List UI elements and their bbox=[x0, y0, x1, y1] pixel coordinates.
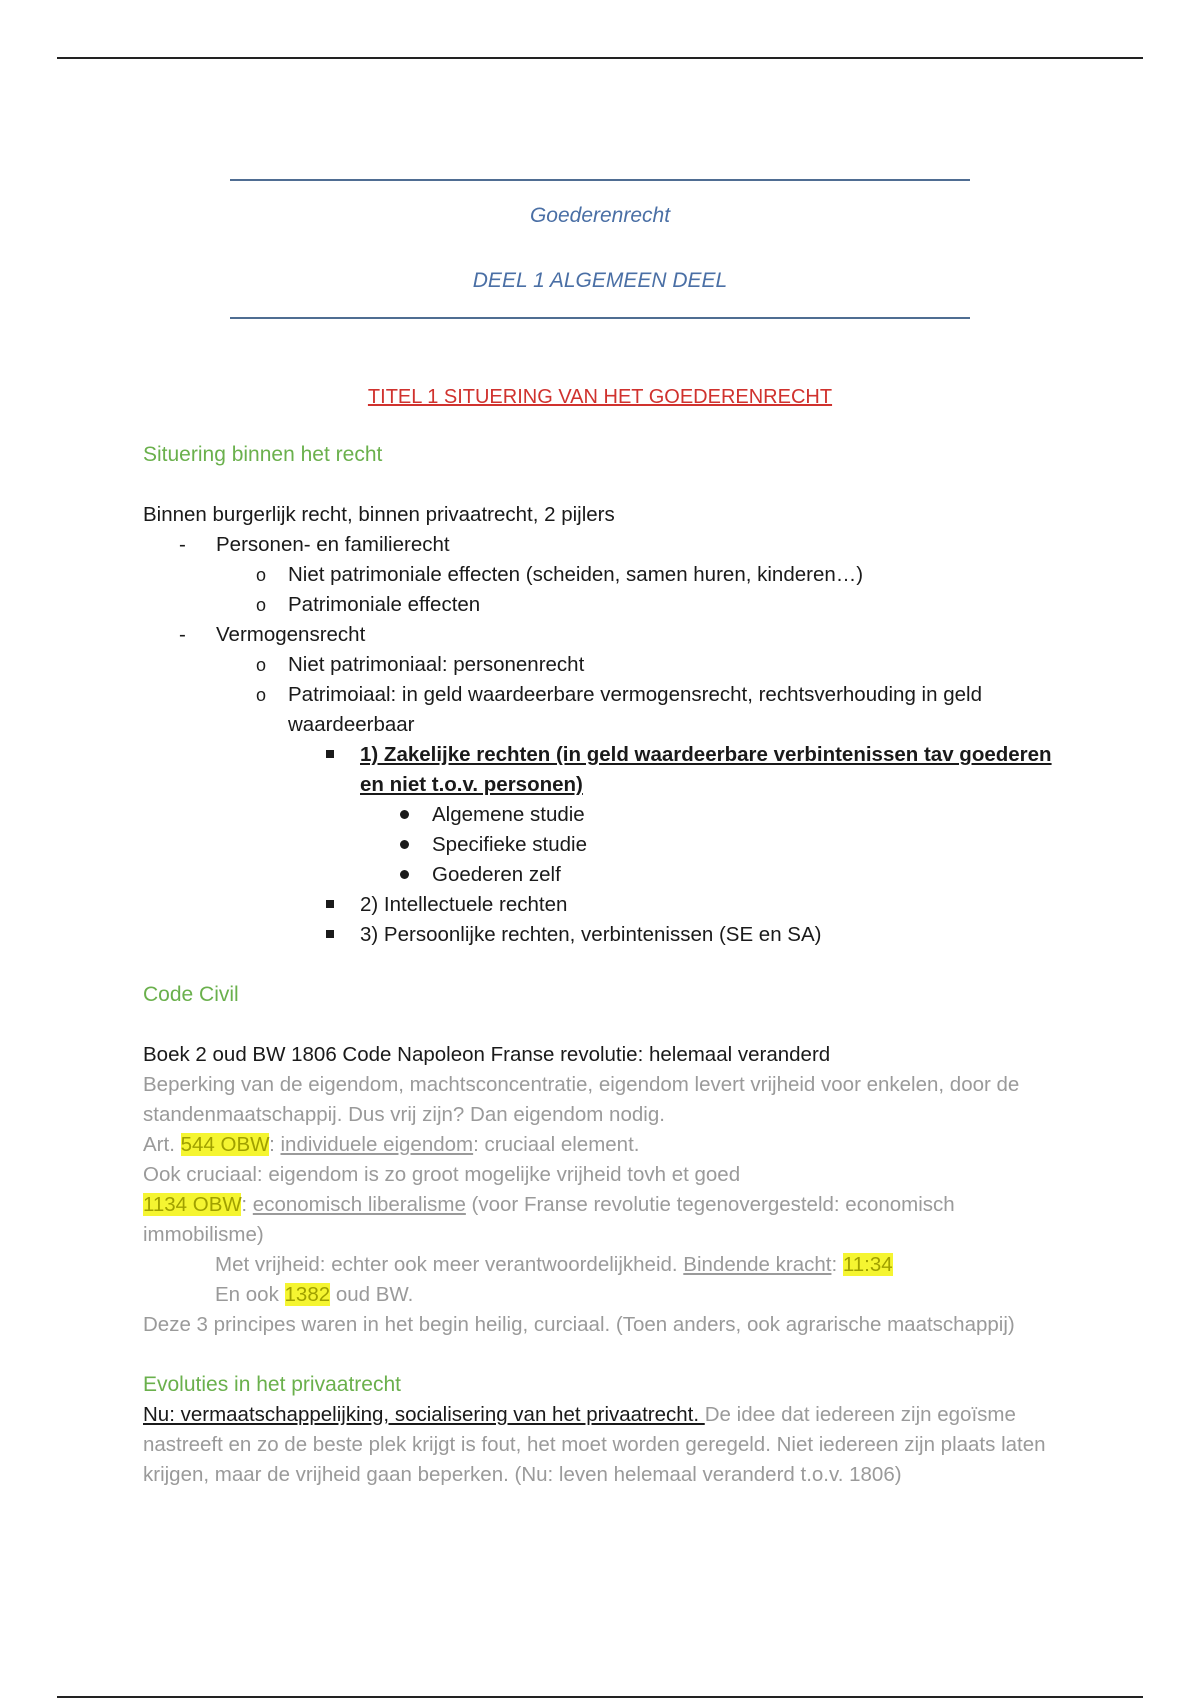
pillar-list bbox=[143, 530, 1063, 560]
section-heading-code-civil: Code Civil bbox=[143, 983, 239, 1006]
circle-marker: o bbox=[256, 595, 267, 615]
page-bottom-rule bbox=[57, 1696, 1143, 1698]
section1-intro: Binnen burgerlijk recht, binnen privaatrecht, 2 pijlers bbox=[143, 503, 615, 526]
title-top-rule bbox=[230, 179, 970, 181]
list-item: o Patrimoniale effecten bbox=[216, 590, 1063, 620]
dash-marker: - bbox=[179, 533, 186, 556]
list-item: o Patrimoiaal: in geld waardeerbare vermogensrecht, rechtsverhouding in geld waardeerbaar 1) Zakelijke rechten (in geld waardeerbare verbintenissen tav goederen en niet t.o.v. personen) Algemene studie Specifieke studie Goederen zelf 2) Intellectuele rechten 3) Persoonlijke rechten, verbintenissen (SE en SA) bbox=[216, 680, 1063, 950]
vrijheid-line: Met vrijheid: echter ook meer verantwoordelijkheid. Bindende kracht: 11:34 bbox=[215, 1253, 893, 1276]
study-list bbox=[360, 800, 1063, 890]
list-item: - Personen- en familierecht bbox=[143, 530, 1063, 560]
list-item: Specifieke studie bbox=[360, 830, 1063, 860]
circle-marker: o bbox=[256, 565, 267, 585]
highlight-1134b: 11:34 bbox=[842, 1253, 893, 1276]
list-item: - Vermogensrecht bbox=[143, 620, 1063, 650]
list-item: 3) Persoonlijke rechten, verbintenissen (SE en SA) bbox=[288, 920, 1063, 950]
dash-marker: - bbox=[179, 623, 186, 646]
list-item: 1) Zakelijke rechten (in geld waardeerbare verbintenissen tav goederen en niet t.o.v. personen) Algemene studie Specifieke studie Goederen zelf bbox=[288, 740, 1063, 890]
section-heading-situering: Situering binnen het recht bbox=[143, 443, 383, 466]
round-bullet bbox=[400, 840, 409, 849]
square-bullet bbox=[326, 750, 334, 758]
list-item: 2) Intellectuele rechten bbox=[288, 890, 1063, 920]
code-civil-paragraph: Beperking van de eigendom, machtsconcentratie, eigendom levert vrijheid voor enkelen, door de standenmaatschappij. Dus vrij zijn? Dan eigendom nodig. bbox=[143, 1073, 1020, 1126]
page-top-rule bbox=[57, 57, 1143, 59]
document-title: Goederenrecht bbox=[529, 204, 671, 227]
circle-marker: o bbox=[256, 685, 267, 705]
round-bullet bbox=[400, 870, 409, 879]
cruciaal-line: Ook cruciaal: eigendom is zo groot mogelijke vrijheid tovh et goed bbox=[143, 1163, 741, 1186]
principes-line: Deze 3 principes waren in het begin heilig, curciaal. (Toen anders, ook agrarische maatschappij) bbox=[143, 1313, 1015, 1336]
list-item: Goederen zelf bbox=[360, 860, 1063, 890]
code-civil-line: Boek 2 oud BW 1806 Code Napoleon Franse revolutie: helemaal veranderd bbox=[143, 1043, 831, 1066]
sub-list bbox=[216, 560, 1063, 620]
title-bottom-rule bbox=[230, 317, 970, 319]
evoluties-paragraph: Nu: vermaatschappelijking, socialisering van het privaatrecht. De idee dat iedereen zijn egoïsme nastreeft en zo de beste plek krijgt is fout, het moet worden geregeld. Niet iedereen zijn plaats laten krijgen, maar de vrijheid gaan beperken. (Nu: leven helemaal veranderd t.o.v. 1806) bbox=[143, 1403, 1046, 1486]
document-body bbox=[143, 440, 1063, 1490]
oud-bw-line: En ook 1382 oud BW. bbox=[215, 1283, 414, 1306]
sub-list bbox=[216, 650, 1063, 950]
square-bullet bbox=[326, 930, 334, 938]
rights-list bbox=[288, 740, 1063, 950]
list-item: o Niet patrimoniale effecten (scheiden, samen huren, kinderen…) bbox=[216, 560, 1063, 590]
document-subtitle: DEEL 1 ALGEMEEN DEEL bbox=[472, 269, 728, 292]
round-bullet bbox=[400, 810, 409, 819]
highlight-1134: 1134 OBW bbox=[143, 1193, 242, 1216]
square-bullet bbox=[326, 900, 334, 908]
list-item: o Niet patrimoniaal: personenrecht bbox=[216, 650, 1063, 680]
section-heading-evoluties: Evoluties in het privaatrecht bbox=[143, 1373, 401, 1396]
list-item: Algemene studie bbox=[360, 800, 1063, 830]
highlight-544: 544 OBW bbox=[180, 1133, 270, 1156]
chapter-title: TITEL 1 SITUERING VAN HET GOEDERENRECHT bbox=[367, 386, 833, 408]
circle-marker: o bbox=[256, 655, 267, 675]
article-line: Art. 544 OBW: individuele eigendom: cruciaal element. bbox=[143, 1133, 640, 1156]
liberalisme-line: 1134 OBW: economisch liberalisme (voor Franse revolutie tegenovergesteld: economisch immobilisme) bbox=[143, 1193, 955, 1246]
highlight-1382: 1382 bbox=[284, 1283, 331, 1306]
